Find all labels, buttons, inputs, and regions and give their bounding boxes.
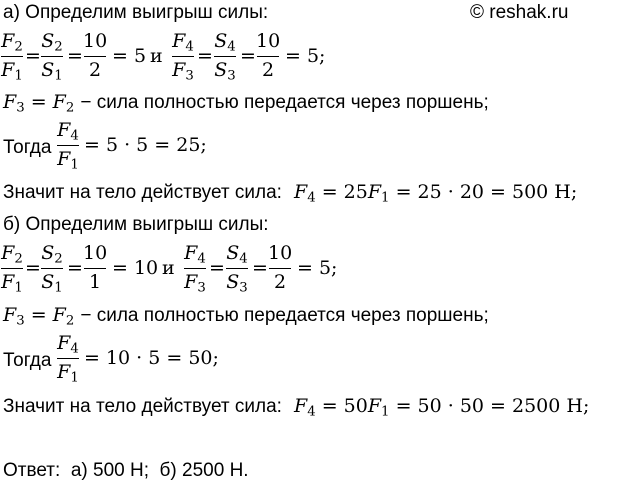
- fraction-f4-f1: $F_4$ $F_1$: [57, 119, 79, 173]
- fraction-10-2: 10 2: [83, 30, 108, 81]
- fraction-s4-s3: $S_4$ $S_3$: [214, 30, 236, 84]
- transfer-line-a: $F_3 = F_2$ − сила полностью передается через поршень;: [3, 91, 489, 116]
- fraction-f4-f3: $F_4$ $F_3$: [172, 30, 194, 84]
- watermark: © reshak.ru: [470, 2, 569, 23]
- force-line-b: Значит на тело действует сила: $F_4 = 50F_1 = 50 \cdot 50 = 2500$ Н;: [3, 395, 590, 420]
- transfer-line-b: $F_3 = F_2$ − сила полностью передается через поршень;: [3, 304, 489, 329]
- fraction-f2-f1: $F_2$ $F_1$: [1, 242, 23, 296]
- fraction-f4-f1: $F_4$ $F_1$: [57, 332, 79, 386]
- heading-part-a: а) Определим выигрыш силы:: [3, 2, 269, 23]
- force-line-a: Значит на тело действует сила: $F_4 = 25F_1 = 25 \cdot 20 = 500$ Н;: [3, 181, 578, 206]
- answer-line: Ответ: а) 500 Н; б) 2500 Н.: [3, 460, 249, 481]
- fraction-s4-s3: $S_4$ $S_3$: [226, 242, 248, 296]
- fraction-f2-f1: $F_2$ $F_1$: [1, 30, 23, 84]
- fraction-s2-s1: $S_2$ $S_1$: [41, 30, 63, 84]
- fraction-f4-f3: $F_4$ $F_3$: [184, 242, 206, 296]
- heading-part-b: б) Определим выигрыш силы:: [3, 214, 269, 235]
- fraction-10-2-second: 10 2: [256, 30, 281, 81]
- fraction-s2-s1: $S_2$ $S_1$: [41, 242, 63, 296]
- fraction-10-1: 10 1: [83, 242, 108, 293]
- fraction-10-2: 10 2: [268, 242, 293, 293]
